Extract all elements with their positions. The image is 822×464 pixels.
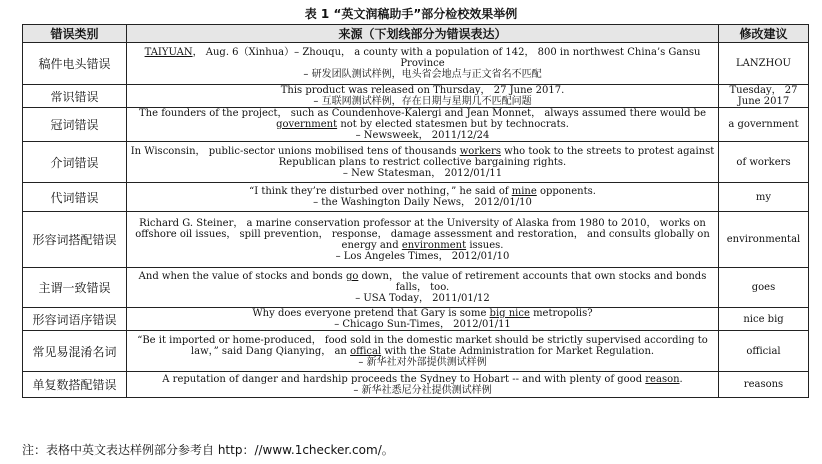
source-example (127, 212, 719, 268)
table-row (23, 142, 809, 183)
table-row (23, 372, 809, 398)
source-example (127, 372, 719, 398)
source-citation: – 新华社悉尼分社提供测试样例 (353, 384, 492, 396)
error-expression: environment (401, 239, 467, 251)
error-examples-table (22, 24, 809, 398)
error-category: 单复数搭配错误 (23, 372, 127, 398)
header-suggestion: 修改建议 (719, 25, 809, 43)
source-citation: – USA Today， 2011/01/12 (355, 293, 490, 304)
error-expression: TAIYUAN (144, 47, 193, 58)
error-expression: big nice (489, 308, 530, 319)
suggestion: my (719, 183, 809, 212)
source-citation: – 研发团队测试样例，电头省会地点与正文省名不匹配 (303, 69, 542, 80)
suggestion: LANZHOU (719, 43, 809, 85)
suggestion: a government (719, 108, 809, 142)
error-expression: government (276, 119, 338, 130)
table-row (23, 212, 809, 268)
source-example (127, 108, 719, 142)
source-text-pre: Why does everyone pretend that Gary is some (252, 308, 490, 319)
source-citation: – the Washington Daily News， 2012/01/10 (313, 197, 532, 208)
suggestion: Tuesday， 27 June 2017 (719, 85, 809, 108)
error-expression: mine (511, 186, 537, 197)
source-example (127, 268, 719, 308)
source-text-post: issues. (466, 239, 504, 251)
error-category: 稿件电头错误 (23, 43, 127, 85)
error-expression: workers (459, 145, 501, 157)
error-category: 常见易混淆名词 (23, 331, 127, 372)
source-citation: – Newsweek， 2011/12/24 (355, 130, 490, 141)
error-category: 冠词错误 (23, 108, 127, 142)
table-row (23, 85, 809, 108)
source-text-post: not by elected statesmen but by technocrats. (337, 119, 569, 130)
table-header-row (23, 25, 809, 43)
error-category: 形容词语序错误 (23, 308, 127, 331)
suggestion: reasons (719, 372, 809, 398)
error-expression: offical (350, 345, 382, 357)
suggestion: environmental (719, 212, 809, 268)
source-example (127, 183, 719, 212)
source-text-pre: This product was released on Thursday， 27 June 2017. (280, 85, 565, 96)
source-text-pre: “Be it imported or home-produced， food sold in the domestic market should be strictly supervised according to law，” said Dang Qianying， an (137, 334, 708, 357)
suggestion: goes (719, 268, 809, 308)
error-category: 常识错误 (23, 85, 127, 108)
table-row (23, 268, 809, 308)
table-row (23, 308, 809, 331)
suggestion: nice big (719, 308, 809, 331)
source-citation: – Los Angeles Times， 2012/01/10 (335, 250, 510, 262)
source-example (127, 331, 719, 372)
header-category: 错误类别 (23, 25, 127, 43)
source-text-post: metropolis? (529, 308, 593, 319)
table-row (23, 183, 809, 212)
source-text-pre: In Wisconsin， public-sector unions mobilised tens of thousands (130, 145, 460, 157)
error-category: 代词错误 (23, 183, 127, 212)
source-text-pre: “I think they’re disturbed over nothing，” he said of (249, 186, 512, 197)
header-source: 来源（下划线部分为错误表达） (127, 25, 719, 43)
error-category: 形容词搭配错误 (23, 212, 127, 268)
error-expression: reason (645, 373, 680, 385)
source-text-post: with the State Administration for Market Regulation. (381, 345, 655, 357)
source-text-pre: Richard G. Steiner， a marine conservation professor at the University of Alaska from 1980 to 2010， works on offshore oil issues， spill prevention， response， damage assessment and restoration， and consults globally on energy and (135, 217, 710, 251)
source-text-post: down， the value of retirement accounts that own stocks and bonds falls， too. (358, 271, 707, 293)
source-example (127, 142, 719, 183)
suggestion: of workers (719, 142, 809, 183)
error-expression: go (345, 271, 359, 282)
table-caption: 表 1 “英文润稿助手”部分检校效果举例 (304, 7, 518, 21)
source-text-pre: The founders of the project， such as Coundenhove-Kalergi and Jean Monnet， always assumed there would be (139, 108, 706, 119)
source-citation: – 互联网测试样例，存在日期与星期几不匹配问题 (313, 96, 532, 107)
table-row (23, 331, 809, 372)
source-text-post: opponents. (536, 186, 596, 197)
source-citation: – 新华社对外部提供测试样例 (358, 356, 487, 368)
source-text-pre: A reputation of danger and hardship proceeds the Sydney to Hobart -- and with plenty of good (162, 373, 646, 385)
table-row (23, 108, 809, 142)
table-footnote: 注：表格中英文表达样例部分参考自 http：//www.1checker.com/。 (22, 443, 394, 457)
source-citation: – Chicago Sun-Times， 2012/01/11 (334, 319, 511, 330)
source-example (127, 85, 719, 108)
error-category: 介词错误 (23, 142, 127, 183)
source-text-post: who took to the streets to protest against Republican plans to restrict collective bargaining rights. (278, 145, 715, 168)
source-text-post: ， Aug. 6（Xinhua）– Zhouqu， a county with a population of 142， 800 in northwest China’s Gansu Province (192, 47, 701, 69)
source-text-post: . (679, 373, 683, 385)
source-example (127, 43, 719, 85)
source-citation: – New Statesman， 2012/01/11 (342, 167, 503, 179)
suggestion: official (719, 331, 809, 372)
error-category: 主谓一致错误 (23, 268, 127, 308)
source-text-pre: And when the value of stocks and bonds (138, 271, 346, 282)
source-example (127, 308, 719, 331)
table-row (23, 43, 809, 85)
